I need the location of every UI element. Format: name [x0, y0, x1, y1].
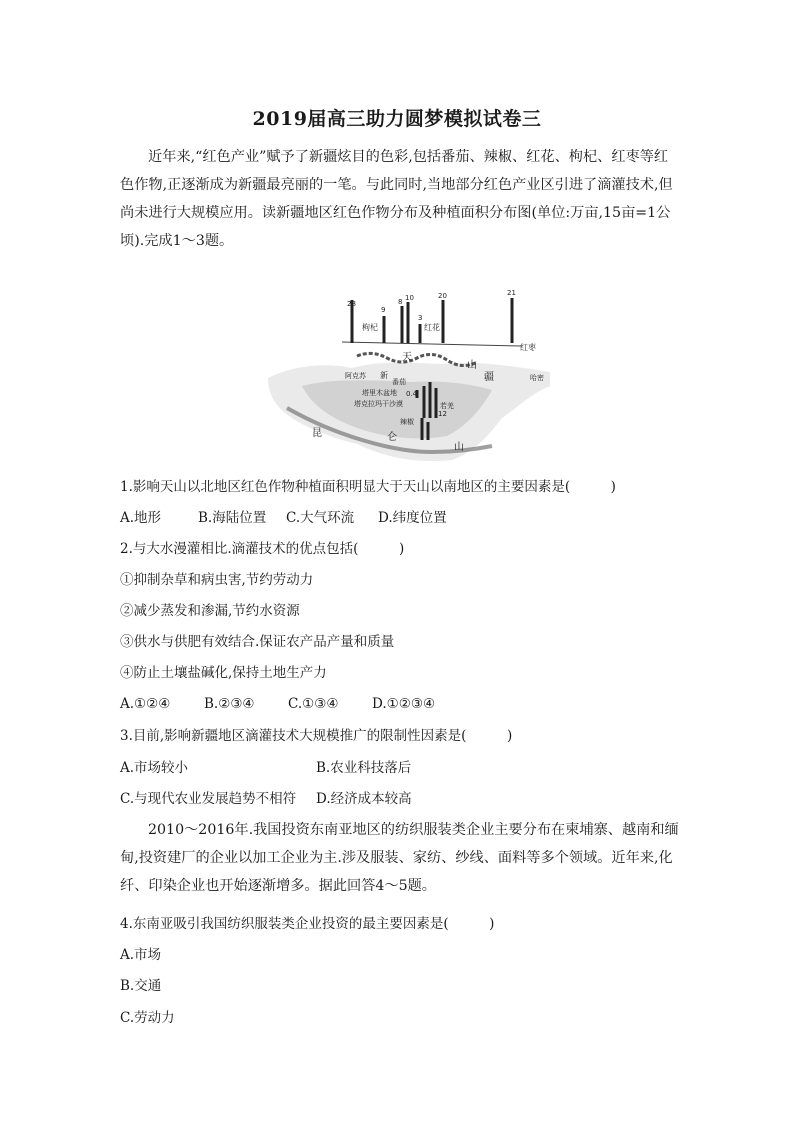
question-3-options-row-1: [120, 758, 411, 778]
question-3-stem: 3.目前,影响新疆地区滴灌技术大规模推广的限制性因素是( ): [120, 728, 513, 744]
bar-label-21: 21: [507, 289, 516, 297]
label-fanqie: 番茄: [392, 378, 406, 386]
bar-label-3: 3: [418, 314, 423, 322]
label-jiang: 疆: [484, 372, 494, 383]
bar-label-28: 28: [347, 300, 356, 308]
q1-option-a[interactable]: A.地形: [120, 510, 162, 526]
label-ruoqiang: 若羌: [440, 402, 454, 410]
region-boundary: [342, 342, 522, 346]
q2-item-4: ④防止土壤盐碱化,保持土地生产力: [120, 665, 327, 681]
q2-item-3: ③供水与供肥有效结合.保证农产品产量和质量: [120, 634, 395, 650]
label-taklimakan: 塔克拉玛干沙漠: [354, 400, 403, 408]
label-kun: 昆: [312, 428, 322, 439]
label-lajiao: 辣椒: [400, 418, 414, 426]
q1-option-d[interactable]: D.纬度位置: [378, 510, 447, 526]
q3-option-a[interactable]: A.市场较小: [120, 760, 189, 776]
bar-label-04: 0.4: [406, 390, 418, 398]
label-gouqi: 枸杞: [362, 323, 378, 332]
q2-item-2: ②减少蒸发和渗漏,节约水资源: [120, 603, 300, 619]
bar-label-9: 9: [381, 306, 386, 314]
label-shan-tianshan: 山: [467, 360, 477, 371]
question-2-options: [120, 694, 435, 714]
q2-option-d[interactable]: D.①②③④: [372, 696, 436, 712]
bar-label-8: 8: [398, 298, 403, 306]
page-title: 2019届高三助力圆梦模拟试卷三: [252, 108, 542, 130]
q3-option-d[interactable]: D.经济成本较高: [316, 791, 412, 807]
label-hami: 哈密: [530, 374, 544, 382]
label-xin: 新: [380, 371, 388, 380]
label-akesu: 阿克苏: [345, 372, 366, 380]
xinjiang-crop-map: [262, 268, 552, 468]
q1-option-c[interactable]: C.大气环流: [286, 510, 355, 526]
bar-label-10: 10: [405, 294, 414, 302]
q2-option-a[interactable]: A.①②④: [120, 696, 171, 712]
bar-label-20: 20: [438, 292, 447, 300]
q2-option-c[interactable]: C.①③④: [288, 696, 339, 712]
question-4-stem: 4.东南亚吸引我国纺织服装类企业投资的最主要因素是( ): [120, 916, 495, 932]
label-lun: 仑: [387, 432, 397, 443]
intro-paragraph-2: 2010～2016年.我国投资东南亚地区的纺织服装类企业主要分布在柬埔寨、越南和缅甸,投资建厂的企业以加工企业为主.涉及服装、家纺、纱线、面料等多个领域。近年来,化纤、印染企业也开始逐渐增多。据此回答4～5题。: [120, 822, 679, 894]
question-1-stem: 1.影响天山以北地区红色作物种植面积明显大于天山以南地区的主要因素是( ): [120, 479, 616, 495]
q4-option-c[interactable]: C.劳动力: [120, 1010, 175, 1026]
q2-option-b[interactable]: B.②③④: [204, 696, 255, 712]
question-1-options: [120, 508, 447, 528]
q4-option-b[interactable]: B.交通: [120, 978, 162, 994]
q1-option-b[interactable]: B.海陆位置: [198, 510, 267, 526]
question-3-options-row-2: [120, 789, 412, 809]
q3-option-b[interactable]: B.农业科技落后: [316, 760, 412, 776]
label-hongzao: 红枣: [520, 343, 536, 352]
bar-label-12: 12: [438, 410, 447, 418]
q2-item-1: ①抑制杂草和病虫害,节约劳动力: [120, 572, 314, 588]
q4-option-a[interactable]: A.市场: [120, 947, 162, 963]
label-shan-kunlun: 山: [454, 442, 464, 453]
label-honghua: 红花: [424, 323, 440, 332]
question-2-stem: 2.与大水漫灌相比.滴灌技术的优点包括( ): [120, 541, 405, 557]
q3-option-c[interactable]: C.与现代农业发展趋势不相符: [120, 791, 297, 807]
label-tian: 天: [402, 352, 412, 363]
label-tarim: 塔里木盆地: [362, 389, 397, 397]
intro-paragraph-1: 近年来,“红色产业”赋予了新疆炫目的色彩,包括番茄、辣椒、红花、枸杞、红枣等红色作物,正逐渐成为新疆最亮丽的一笔。与此同时,当地部分红色产业区引进了滴灌技术,但尚未进行大规模应用。读新疆地区红色作物分布及种植面积分布图(单位:万亩,15亩=1公顷).完成1～3题。: [120, 149, 673, 249]
